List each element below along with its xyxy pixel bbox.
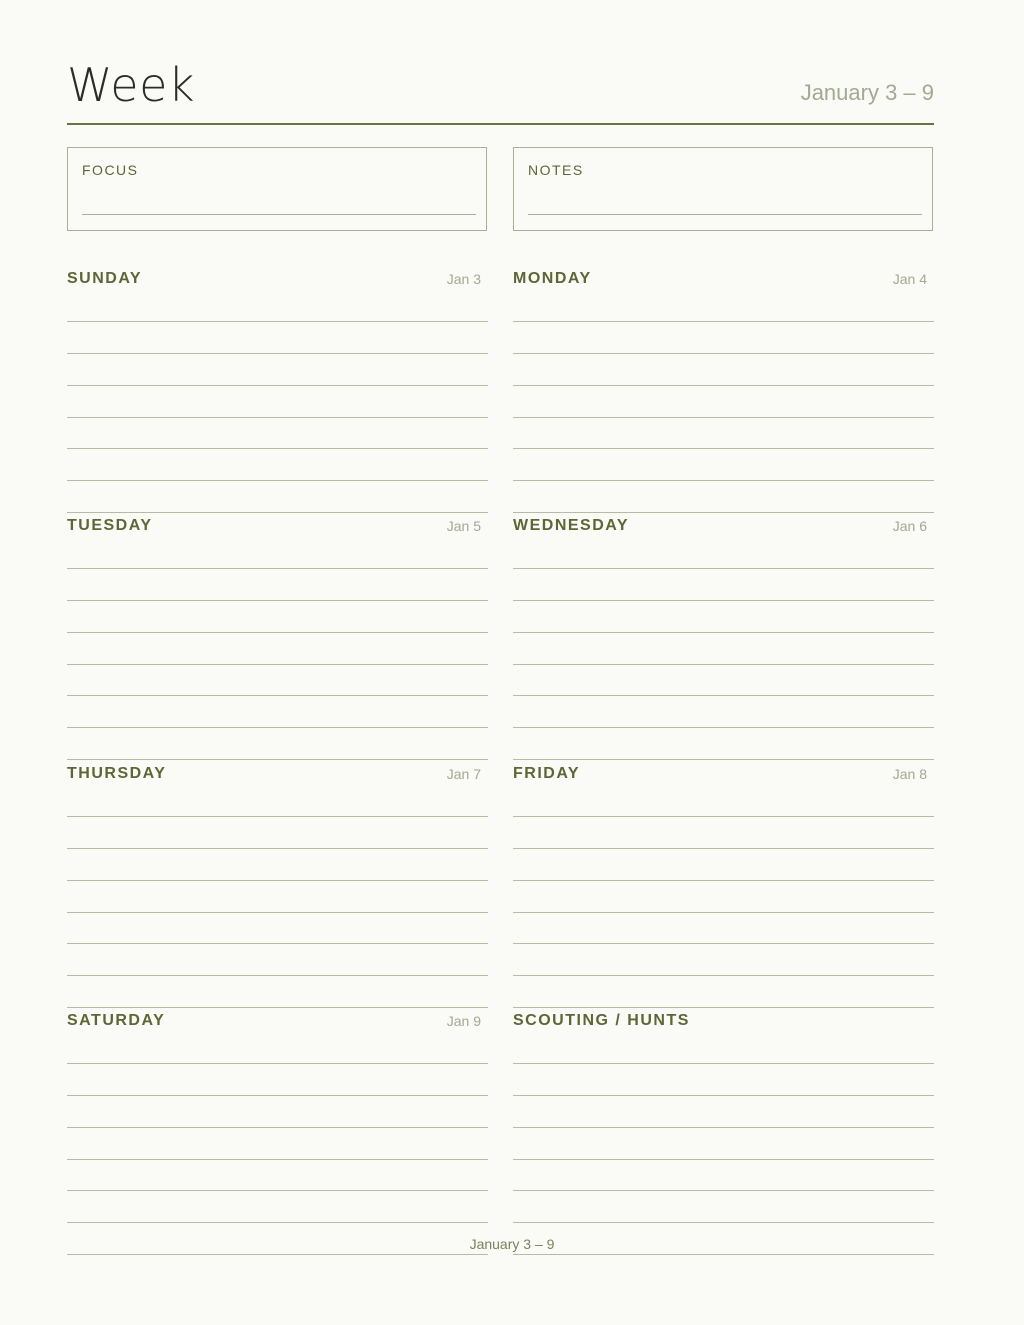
- day-date: Jan 9: [446, 1013, 481, 1029]
- writing-line[interactable]: [67, 385, 488, 386]
- writing-line[interactable]: [67, 975, 488, 976]
- writing-line[interactable]: [67, 353, 488, 354]
- writing-line[interactable]: [67, 1095, 488, 1096]
- section-sunday: [67, 270, 488, 515]
- writing-line[interactable]: [67, 1254, 488, 1255]
- writing-line[interactable]: [513, 759, 934, 760]
- writing-line[interactable]: [67, 632, 488, 633]
- day-label: FRIDAY: [513, 765, 581, 782]
- section-saturday: [67, 1012, 488, 1257]
- writing-line[interactable]: [67, 943, 488, 944]
- writing-line[interactable]: [67, 1127, 488, 1128]
- writing-line[interactable]: [513, 943, 934, 944]
- day-date: Jan 6: [892, 518, 927, 534]
- day-date: Jan 4: [892, 271, 927, 287]
- day-label: SATURDAY: [67, 1012, 166, 1029]
- writing-line[interactable]: [67, 880, 488, 881]
- writing-line[interactable]: [513, 632, 934, 633]
- writing-line[interactable]: [67, 695, 488, 696]
- footer-range: January 3 – 9: [469, 1236, 555, 1252]
- writing-line[interactable]: [513, 695, 934, 696]
- notes-box[interactable]: [513, 147, 933, 231]
- section-tuesday: [67, 517, 488, 762]
- page-title: Week: [67, 58, 196, 112]
- day-date: Jan 8: [892, 766, 927, 782]
- day-label: MONDAY: [513, 270, 592, 287]
- writing-line[interactable]: [513, 1063, 934, 1064]
- writing-line[interactable]: [513, 848, 934, 849]
- section-thursday: [67, 765, 488, 1010]
- writing-line[interactable]: [513, 568, 934, 569]
- writing-line[interactable]: [513, 600, 934, 601]
- writing-line[interactable]: [67, 1159, 488, 1160]
- section-monday: [513, 270, 934, 515]
- day-label: WEDNESDAY: [513, 517, 630, 534]
- writing-line[interactable]: [67, 448, 488, 449]
- day-label: SCOUTING / HUNTS: [513, 1012, 690, 1029]
- writing-line[interactable]: [67, 417, 488, 418]
- notes-label: NOTES: [528, 162, 584, 178]
- writing-line[interactable]: [513, 912, 934, 913]
- writing-line[interactable]: [67, 321, 488, 322]
- writing-line[interactable]: [67, 1222, 488, 1223]
- focus-writing-line: [82, 214, 476, 215]
- day-date: Jan 5: [446, 518, 481, 534]
- writing-line[interactable]: [67, 512, 488, 513]
- writing-line[interactable]: [513, 417, 934, 418]
- writing-line[interactable]: [67, 664, 488, 665]
- writing-line[interactable]: [513, 1254, 934, 1255]
- day-label: THURSDAY: [67, 765, 167, 782]
- writing-line[interactable]: [67, 727, 488, 728]
- writing-line[interactable]: [67, 759, 488, 760]
- section-wednesday: [513, 517, 934, 762]
- notes-writing-line: [528, 214, 922, 215]
- writing-line[interactable]: [67, 600, 488, 601]
- writing-line[interactable]: [67, 1063, 488, 1064]
- day-date: Jan 3: [446, 271, 481, 287]
- week-range: January 3 – 9: [800, 80, 934, 105]
- writing-line[interactable]: [513, 480, 934, 481]
- writing-line[interactable]: [513, 353, 934, 354]
- focus-label: FOCUS: [82, 162, 139, 178]
- day-label: TUESDAY: [67, 517, 153, 534]
- writing-line[interactable]: [513, 1095, 934, 1096]
- header-divider: [67, 123, 934, 125]
- section-friday: [513, 765, 934, 1010]
- writing-line[interactable]: [513, 727, 934, 728]
- writing-line[interactable]: [67, 1007, 488, 1008]
- writing-line[interactable]: [67, 1190, 488, 1191]
- writing-line[interactable]: [513, 1159, 934, 1160]
- writing-line[interactable]: [513, 1127, 934, 1128]
- writing-line[interactable]: [67, 816, 488, 817]
- writing-line[interactable]: [513, 385, 934, 386]
- writing-line[interactable]: [67, 568, 488, 569]
- writing-line[interactable]: [513, 321, 934, 322]
- writing-line[interactable]: [67, 912, 488, 913]
- day-date: Jan 7: [446, 766, 481, 782]
- day-label: SUNDAY: [67, 270, 143, 287]
- writing-line[interactable]: [513, 1190, 934, 1191]
- writing-line[interactable]: [513, 880, 934, 881]
- focus-box[interactable]: [67, 147, 487, 231]
- writing-line[interactable]: [513, 448, 934, 449]
- writing-line[interactable]: [513, 975, 934, 976]
- section-scouting-hunts: [513, 1012, 934, 1257]
- writing-line[interactable]: [513, 664, 934, 665]
- writing-line[interactable]: [67, 848, 488, 849]
- writing-line[interactable]: [513, 512, 934, 513]
- writing-line[interactable]: [513, 1222, 934, 1223]
- writing-line[interactable]: [513, 1007, 934, 1008]
- writing-line[interactable]: [67, 480, 488, 481]
- writing-line[interactable]: [513, 816, 934, 817]
